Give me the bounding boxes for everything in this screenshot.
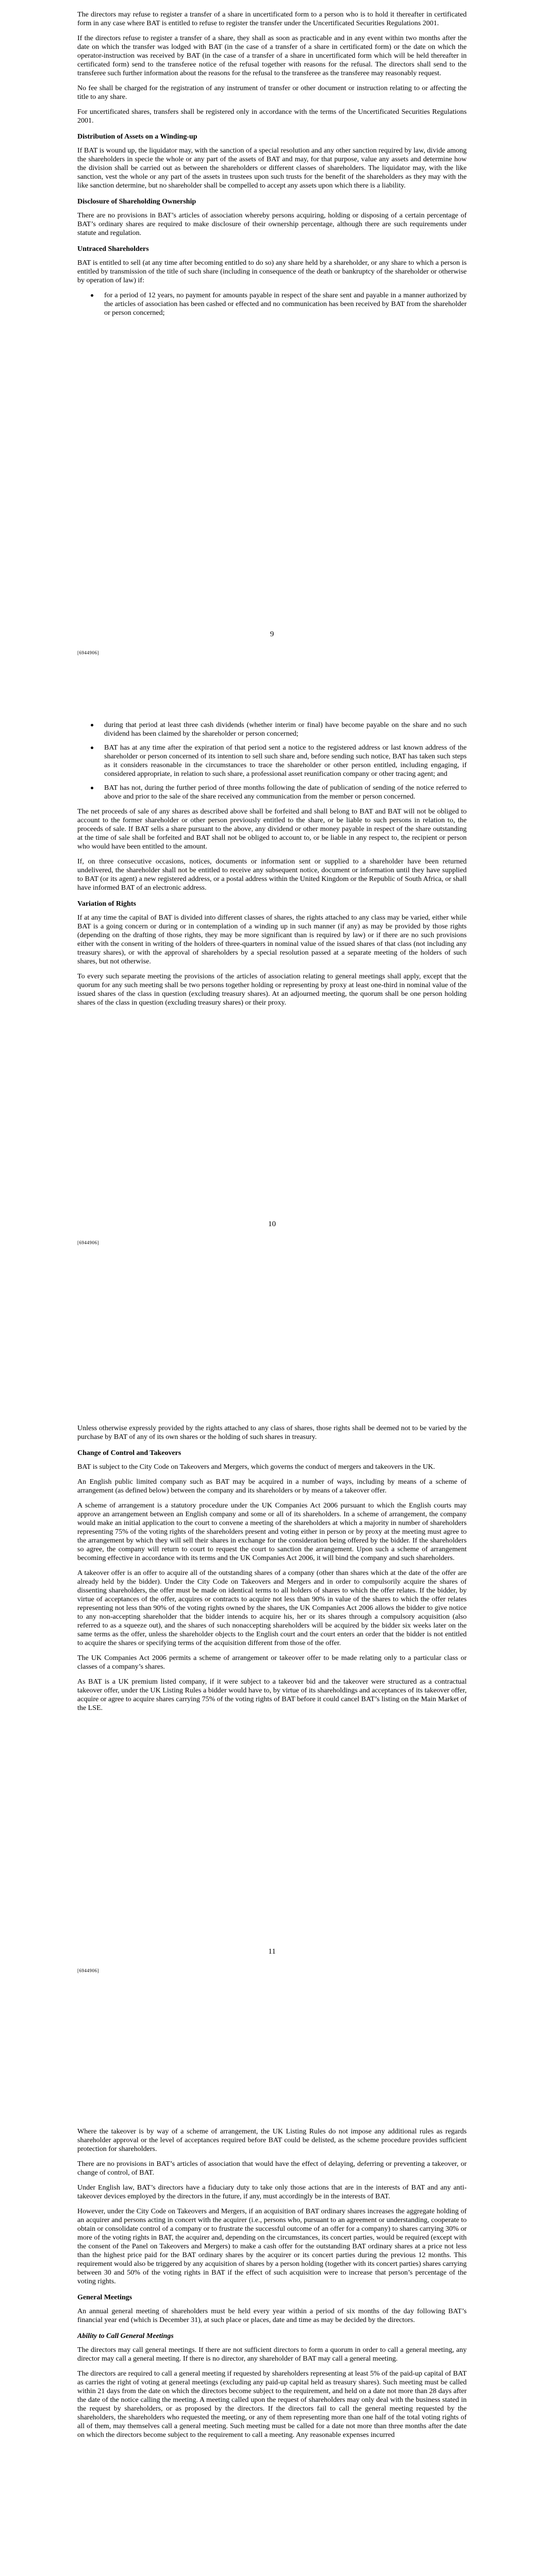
paragraph: Under English law, BAT’s directors have a fiduciary duty to take only those actions that are in the interests of BAT and any anti-takeover devices employed by the directors in the future, if any, must accordingly be in the interests of BAT. [77,2184,467,2200]
bullet-list [77,721,467,801]
paragraph: For uncertificated shares, transfers shall be registered only in accordance with the terms of the Uncertificated Securities Regulations 2001. [77,108,467,125]
document-reference: [6944906] [77,1968,99,1973]
paragraph: Where the takeover is by way of a scheme of arrangement, the UK Listing Rules do not impose any additional rules as regards shareholder approval or the level of acceptances required before BAT could be delisted, as the scheme procedure provides sufficient protection for shareholders. [77,2128,467,2153]
document-page [0,1406,544,2110]
page-number: 10 [268,1220,276,1228]
page-number: 9 [270,630,274,638]
bullet-item: BAT has not, during the further period of three months following the date of publication of sending of the notice referred to above and prior to the sale of the share received any communication from the member or person concerned. [104,784,467,801]
paragraph: An English public limited company such as BAT may be acquired in a number of ways, including by means of a scheme of arrangement (as defined below) between the company and its shareholders or by means of a takeover offer. [77,1478,467,1495]
document-reference: [6944906] [77,1240,99,1245]
paragraph: If the directors refuse to register a transfer of a share, they shall as soon as practicable and in any event within two months after the date on which the transfer was lodged with BAT (in the case of a transfer of a share in certificated form) or the date on which the operator-instruction was received by BAT (in the case of a transfer of a share in uncertificated form which will be held thereafter in certificated form) send to the transferee notice of the refusal together with reasons for the refusal. The directors shall send to the transferee such further information about the reasons for the refusal to the transferee as the transferee may reasonably request. [77,35,467,77]
paragraph: As BAT is a UK premium listed company, if it were subject to a takeover bid and the takeover were structured as a contractual takeover offer, under the UK Listing Rules a bidder would have to, by virtue of its shareholdings and acceptances of its takeover offer, acquire or agree to acquire shares carrying 75% of the voting rights of BAT before it could cancel BAT’s listing on the Main Market of the LSE. [77,1678,467,1712]
paragraph: BAT is entitled to sell (at any time after becoming entitled to do so) any share held by a shareholder, or any share to which a person is entitled by transmission of the title of such share (including in consequence of the death or bankruptcy of the shareholder or otherwise by operation of law) if: [77,259,467,284]
subsection-heading: Ability to Call General Meetings [77,2332,174,2340]
document-page [0,0,544,703]
section-heading: Untraced Shareholders [77,245,149,253]
paragraph: BAT is subject to the City Code on Takeovers and Mergers, which governs the conduct of mergers and takeovers in the UK. [77,1463,435,1471]
document-reference: [6944906] [77,650,99,655]
bullet-item: for a period of 12 years, no payment for amounts payable in respect of the share sent and payable in a manner authorized by the articles of association has been cashed or effected and no communication has been received by BAT from the shareholder or person concerned; [104,292,467,317]
paragraph: However, under the City Code on Takeovers and Mergers, if an acquisition of BAT ordinary shares increases the aggregate holding of an acquirer and persons acting in concert with the acquirer (i.e., persons who, pursuant to an agreement or understanding, cooperate to obtain or consolidate control of a company or to frustrate the successful outcome of an offer for a company) to shares carrying 30% or more of the voting rights in BAT, the acquirer and, depending on the circumstances, its concert parties, would be required (except with the consent of the Panel on Takeovers and Mergers) to make a cash offer for the outstanding BAT ordinary shares at a price not less than the highest price paid for the BAT ordinary shares by the acquirer or its concert parties during the previous 12 months. This requirement would also be triggered by any acquisition of shares by a person holding (together with its concert parties) shares carrying between 30 and 50% of the voting rights in BAT if the effect of such acquisition were to increase that person’s percentage of the voting rights. [77,2208,467,2285]
section-heading: Distribution of Assets on a Winding-up [77,133,197,141]
paragraph: A scheme of arrangement is a statutory procedure under the UK Companies Act 2006 pursuant to which the English courts may approve an arrangement between an English company and some or all of its shareholders. In a scheme of arrangement, the company would make an initial application to the court to convene a meeting of the shareholders at which a majority in number of shareholders representing 75% of the voting rights of the shareholders present and voting either in person or by proxy at the meeting must agree to the arrangement by which they will sell their shares in exchange for the consideration being offered by the bidder. If the shareholders so agree, the company will return to court to request the court to sanction the arrangement. Upon such a scheme of arrangement becoming effective in accordance with its terms and the UK Companies Act 2006, it will bind the company and such shareholders. [77,1502,467,1562]
paragraph: If BAT is wound up, the liquidator may, with the sanction of a special resolution and any other sanction required by law, divide among the shareholders in specie the whole or any part of the assets of BAT and may, for that purpose, value any assets and determine how the division shall be carried out as between the shareholders or different classes of shareholders. The liquidator may, with the like sanction, vest the whole or any part of the assets in trustees upon such trusts for the benefit of the shareholders as they may with the like sanction determine, but no shareholder shall be compelled to accept any assets upon which there is a liability. [77,147,467,190]
paragraph: The UK Companies Act 2006 permits a scheme of arrangement or takeover offer to be made relating only to a particular class or classes of a company’s shares. [77,1654,467,1671]
paragraph: The directors may call general meetings. If there are not sufficient directors to form a quorum in order to call a general meeting, any director may call a general meeting. If there is no director, any shareholder of BAT may call a general meeting. [77,2346,467,2363]
paragraph: There are no provisions in BAT’s articles of association that would have the effect of delaying, deferring or preventing a takeover, or change of control, of BAT. [77,2160,467,2177]
bullet-item: during that period at least three cash dividends (whether interim or final) have become payable on the share and no such dividend has been claimed by the shareholder or person concerned; [104,721,467,738]
bullet-item: BAT has at any time after the expiration of that period sent a notice to the registered address or last known address of the shareholder or person concerned of its intention to sell such share and, before sending such notice, BAT has taken such steps as it considers reasonable in the circumstances to trace the shareholder or other person entitled, including engaging, if considered appropriate, in relation to such share, a professional asset reunification company or other tracing agent; and [104,744,467,778]
section-heading: Change of Control and Takeovers [77,1449,182,1457]
document-page [0,2110,544,2576]
paragraph: There are no provisions in BAT’s articles of association whereby persons acquiring, holding or disposing of a certain percentage of BAT’s ordinary shares are required to make disclosure of their ownership percentage, although there are such requirements under statute and regulation. [77,212,467,237]
page-number: 11 [268,1947,276,1956]
paragraph: The directors may refuse to register a transfer of a share in uncertificated form to a person who is to hold it thereafter in certificated form in any case where BAT is entitled to refuse to register the transfer under the Uncertificated Securities Regulations 2001. [77,11,467,27]
section-heading: General Meetings [77,2294,133,2301]
paragraph: To every such separate meeting the provisions of the articles of association relating to general meetings shall apply, except that the quorum for any such meeting shall be two persons together holding or representing by proxy at least one-third in nominal value of the issued shares of the class in question (excluding treasury shares). At an adjourned meeting, the quorum shall be one person holding shares of the class in question (excluding treasury shares) or their proxy. [77,973,467,1007]
paragraph: The directors are required to call a general meeting if requested by shareholders representing at least 5% of the paid-up capital of BAT as carries the right of voting at general meetings (excluding any paid-up capital held as treasury shares). Such meeting must be called within 21 days from the date on which the directors become subject to the requirement, and held on a date not more than 28 days after the date of the notice calling the meeting. A meeting called upon the request of shareholders may only deal with the business stated in the request by shareholders, or as proposed by the directors. If the directors fail to call the general meeting requested by the shareholders, the shareholders who requested the meeting, or any of them representing more than one half of the total voting rights of all of them, may themselves call a general meeting. Such meeting must be called for a date not more than three months after the date on which the directors become subject to the requirement to call a meeting. Any reasonable expenses incurred [77,2370,467,2439]
paragraph: A takeover offer is an offer to acquire all of the outstanding shares of a company (other than shares which at the date of the offer are already held by the bidder). Under the City Code on Takeovers and Mergers and in order to compulsorily acquire the shares of dissenting shareholders, the offer must be made on identical terms to all holders of shares to which the offer relates. If the bidder, by virtue of acceptances of the offer, acquires or contracts to acquire not less than 90% in value of the shares to which the offer relates representing not less than 90% of the voting rights owned by the shares, the UK Companies Act 2006 allows the bidder to give notice to any non-accepting shareholder that the bidder intends to acquire his, her or its shares through a compulsory acquisition (also referred to as a squeeze out), and the shares of such nonaccepting shareholders will be acquired by the bidder six weeks later on the same terms as the offer, unless the shareholder objects to the English court and the court enters an order that the bidder is not entitled to acquire the shares or specifying terms of the acquisition different from those of the offer. [77,1569,467,1647]
paragraph: If, on three consecutive occasions, notices, documents or information sent or supplied to a shareholder have been returned undelivered, the shareholder shall not be entitled to receive any subsequent notice, document or information until they have supplied to BAT (or its agent) a new registered address, or a postal address within the United Kingdom or the Republic of South Africa, or shall have informed BAT of an electronic address. [77,858,467,892]
document-page [0,703,544,1406]
bullet-list [77,291,467,317]
section-heading: Variation of Rights [77,900,136,908]
paragraph: If at any time the capital of BAT is divided into different classes of shares, the rights attached to any class may be varied, either while BAT is a going concern or during or in contemplation of a winding up in such manner (if any) as may be provided by those rights (depending on the drafting of those rights, they may be more significant than is required by law) or if there are no such provisions either with the consent in writing of the holders of three-quarters in nominal value of the issued shares of that class (not including any treasury shares), or with the approval of shareholders by a special resolution passed at a separate meeting of the holders of such shares, but not otherwise. [77,914,467,965]
paragraph: Unless otherwise expressly provided by the rights attached to any class of shares, those rights shall be deemed not to be varied by the purchase by BAT of any of its own shares or the holding of such shares in treasury. [77,1425,467,1441]
section-heading: Disclosure of Shareholding Ownership [77,198,196,206]
paragraph: No fee shall be charged for the registration of any instrument of transfer or other document or instruction relating to or affecting the title to any share. [77,84,467,101]
paragraph: The net proceeds of sale of any shares as described above shall be forfeited and shall belong to BAT and BAT will not be obliged to account to the former shareholder or other person previously entitled to the share, or be liable to such persons in relation to, the proceeds of sale. If BAT sells a share pursuant to the above, any dividend or other money payable in respect of the share outstanding at the time of sale shall be forfeited and BAT shall not be obliged to account to, or be liable in any respect to, the recipient or person who would have been entitled to the amount. [77,808,467,851]
paragraph: An annual general meeting of shareholders must be held every year within a period of six months of the day following BAT’s financial year end (which is December 31), at such place or places, date and time as may be decided by the directors. [77,2308,467,2324]
